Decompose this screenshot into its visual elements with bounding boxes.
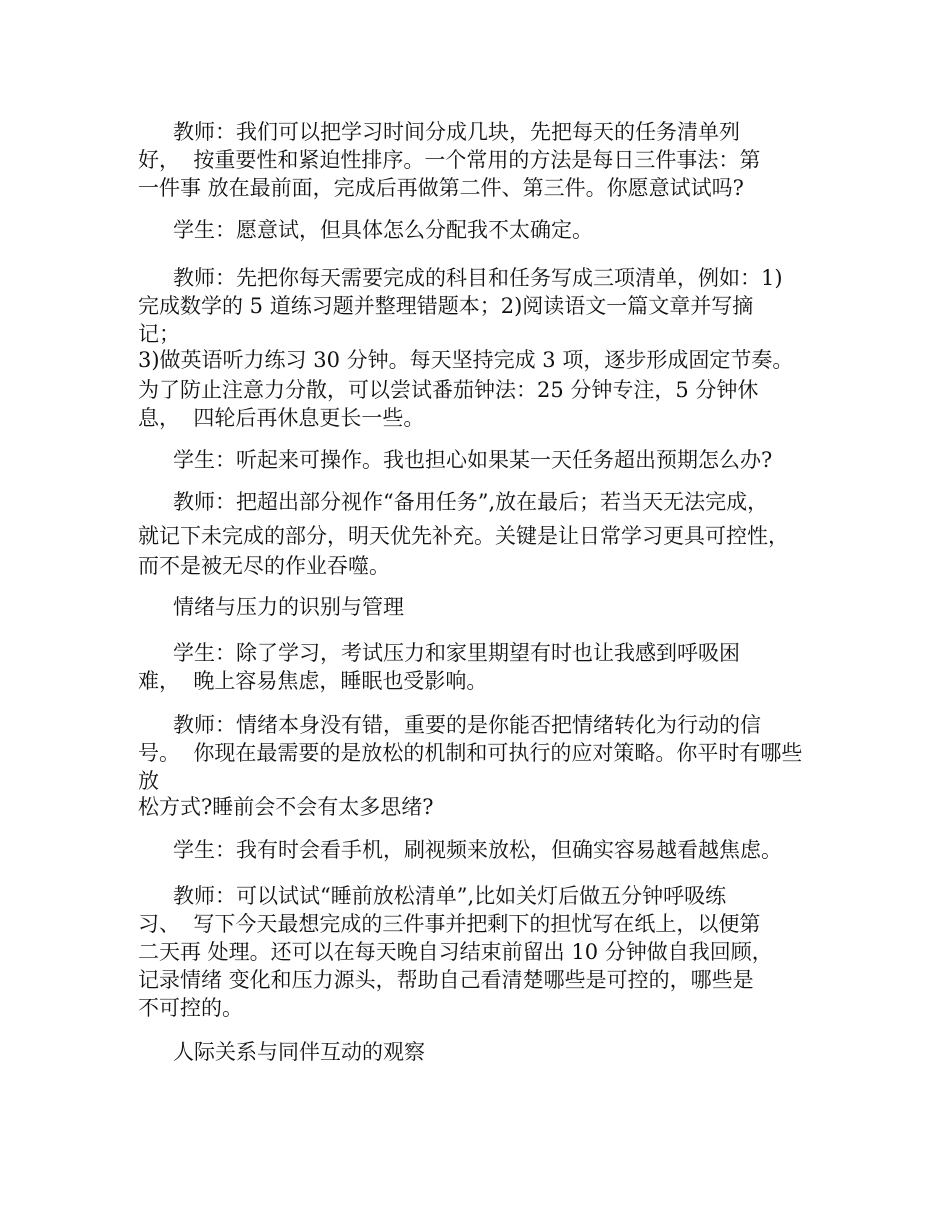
paragraph-line: 放 bbox=[138, 769, 159, 793]
paragraph-line: 教师：先把你每天需要完成的科目和任务写成三项清单，例如：1) bbox=[173, 266, 783, 290]
paragraph-line: 息， 四轮后再休息更长一些。 bbox=[138, 406, 425, 430]
paragraph-line: 好， 按重要性和紧迫性排序。一个常用的方法是每日三件事法：第 bbox=[138, 148, 761, 172]
paragraph-line: 教师：可以试试“睡前放松清单”,比如关灯后做五分钟呼吸练 bbox=[173, 884, 727, 908]
paragraph-line: 二天再 处理。还可以在每天晚自习结束前留出 10 分钟做自我回顾， bbox=[138, 940, 773, 964]
paragraph-line: 记录情绪 变化和压力源头，帮助自己看清楚哪些是可控的，哪些是 bbox=[138, 968, 754, 992]
paragraph-line: 完成数学的 5 道练习题并整理错题本；2)阅读语文一篇文章并写摘 bbox=[138, 294, 754, 318]
paragraph-line: 号。 你现在最需要的是放松的机制和可执行的应对策略。你平时有哪些 bbox=[138, 741, 803, 765]
paragraph-line: 不可控的。 bbox=[138, 996, 243, 1020]
paragraph-line: 习、 写下今天最想完成的三件事并把剩下的担忧写在纸上，以便第 bbox=[138, 912, 761, 936]
paragraph-line: 教师：情绪本身没有错，重要的是你能否把情绪转化为行动的信 bbox=[173, 713, 761, 737]
paragraph-line: 记； bbox=[138, 322, 180, 346]
paragraph-line: 松方式?睡前会不会有太多思绪? bbox=[138, 795, 434, 819]
paragraph-line: 一件事 放在最前面，完成后再做第二件、第三件。你愿意试试吗? bbox=[138, 176, 744, 200]
section-heading: 人际关系与同伴互动的观察 bbox=[173, 1040, 425, 1064]
paragraph-line: 难， 晚上容易焦虑，睡眠也受影响。 bbox=[138, 669, 488, 693]
section-heading: 情绪与压力的识别与管理 bbox=[173, 595, 404, 619]
paragraph-line: 教师：我们可以把学习时间分成几块，先把每天的任务清单列 bbox=[173, 120, 740, 144]
paragraph-line: 学生：听起来可操作。我也担心如果某一天任务超出预期怎么办? bbox=[173, 448, 773, 472]
paragraph-line: 为了防止注意力分散，可以尝试番茄钟法：25 分钟专注，5 分钟休 bbox=[138, 378, 759, 402]
paragraph-line: 就记下未完成的部分，明天优先补充。关键是让日常学习更具可控性， bbox=[138, 524, 789, 548]
paragraph-line: 学生：除了学习，考试压力和家里期望有时也让我感到呼吸困 bbox=[173, 641, 740, 665]
paragraph-line: 而不是被无尽的作业吞噬。 bbox=[138, 554, 390, 578]
paragraph-line: 学生：愿意试，但具体怎么分配我不太确定。 bbox=[173, 218, 593, 242]
paragraph-line: 3)做英语听力练习 30 分钟。每天坚持完成 3 项，逐步形成固定节奏。 bbox=[138, 348, 794, 372]
paragraph-line: 教师：把超出部分视作“备用任务”,放在最后；若当天无法完成， bbox=[173, 490, 769, 514]
paragraph-line: 学生：我有时会看手机，刷视频来放松，但确实容易越看越焦虑。 bbox=[173, 838, 782, 862]
